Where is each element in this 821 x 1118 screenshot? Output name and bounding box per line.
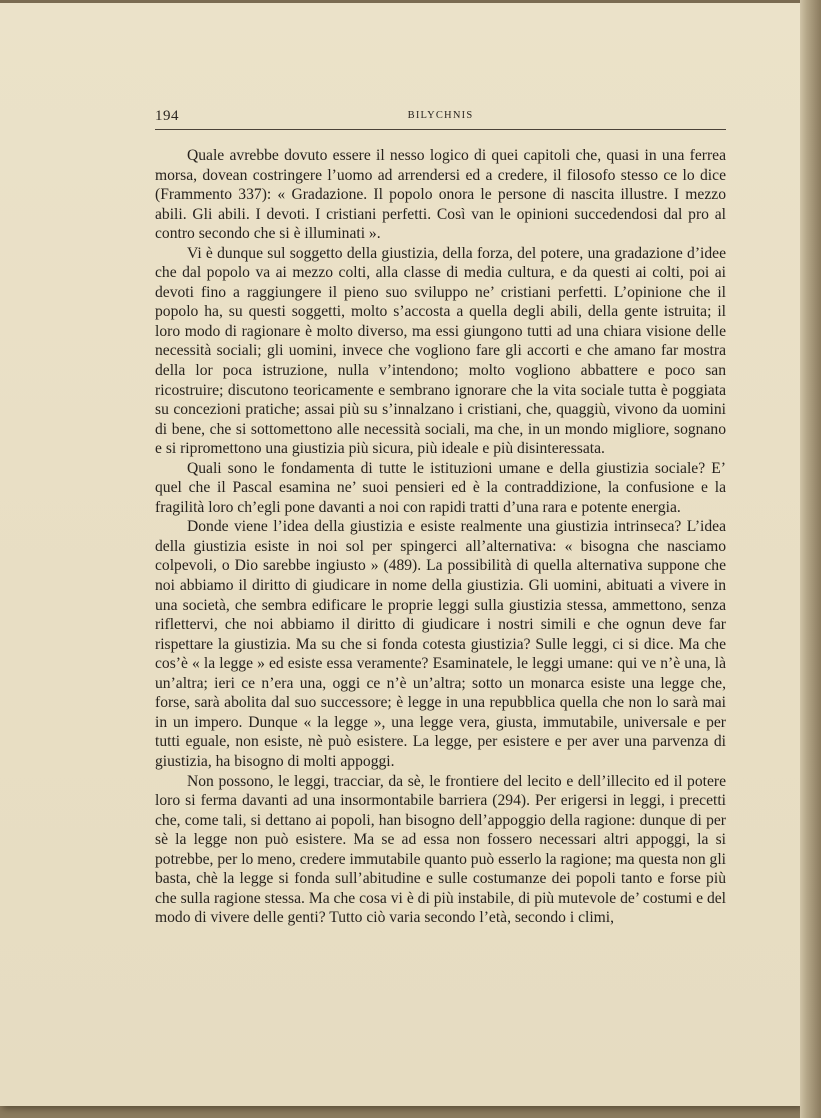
paragraph: Donde viene l’idea della giustizia e esiste realmente una giustizia intrinseca? L’idea della giustizia esiste in noi sol per spingerci all’alternativa: « bisogna che nasciamo colpevoli, o Dio sarebbe ingiusto » (489). La possibilità di quella alternativa suppone che noi abbiamo il diritto di giudicare in nome della giustizia. Gli uomini, abituati a vivere in una società, che sembra edificare le proprie leggi sulla giustizia stessa, ammettono, senza riflettervi, che noi abbiamo il diritto di giudicare i nostri simili e che ognun deve far rispettare la giustizia. Ma su che si fonda cotesta giustizia? Sulle leggi, ci si dice. Ma che cos’è « la legge » ed esiste essa veramente? Esaminatele, le leggi umane: qui ve n’è una, là un’altra; ieri ce n’era una, oggi ce n’è un’altra; sotto un monarca esiste una legge che, forse, sarà abolita dal suo successore; è legge in una repubblica quella che non lo sarà mai in un impero. Dunque « la legge », una legge vera, giusta, immutabile, universale e per tutti eguale, non esiste, nè può esistere. La legge, per esistere e per aver una parvenza di giustizia, ha bisogno di molti appoggi. [155,518,726,770]
header-rule [155,129,726,130]
paragraph: Quali sono le fondamenta di tutte le istituzioni umane e della giustizia sociale? E’ quel che il Pascal esamina ne’ suoi pensieri ed è la contraddizione, la confusione e la fragilità loro ch’egli pone davanti a noi con rapidi tratti d’una rara e potente energia. [155,459,726,516]
paragraph: Non possono, le leggi, tracciar, da sè, le frontiere del lecito e dell’illecito ed il potere loro si ferma davanti ad una insormontabile barriera (294). Per erigersi in leggi, i precetti che, come tali, si dettano ai popoli, han bisogno dell’appoggio della ragione: dunque di per sè la legge non può esistere. Ma se ad essa non fossero necessari altri appoggi, la si potrebbe, per lo meno, credere immutabile quanto può esserlo la ragione; ma questa non gli basta, chè la legge si fonda sull’abitudine e sulle costumanze dei popoli tanto e forse più che sulla ragione stessa. Ma che cosa vi è di più instabile, di più mutevole de’ costumi e del modo di vivere delle genti? Tutto ciò varia secondo l’età, secondo i climi, [155,772,726,927]
running-head [155,108,726,130]
page-edge-shadow [800,0,821,1118]
body-text [155,146,726,928]
running-title: BILYCHNIS [407,110,474,121]
paragraph: Vi è dunque sul soggetto della giustizia, della forza, del potere, una gradazione d’idee che dal popolo va ai mezzo colti, alla classe di media cultura, e da questi ai colti, poi ai devoti fino a raggiungere il pieno suo sviluppo ne’ cristiani perfetti. L’opinione che il popolo ha, su questi soggetti, molto s’accosta a quella degli abili, della gente istruita; il loro modo di ragionare è molto diverso, ma essi giungono tutti ad una chiara visione delle necessità sociali; gli uomini, invece che vogliono fare gli accorti e che amano far mostra della lor poca istruzione, nulla v’intendono; molto vogliono abbattere e poco san ricostruire; discutono teoricamente e sembrano ignorare che la vita sociale tutta è poggiata su concezioni pratiche; assai più su s’innalzano i cristiani, che, quaggiù, vivono da uomini di bene, che si sottomettono alle necessità sociali, ma che, in un mondo migliore, sognano e si ripromettono una giustizia più sicura, più ideale e più disinteressata. [155,244,726,458]
paragraph: Quale avrebbe dovuto essere il nesso logico di quei capitoli che, quasi in una ferrea morsa, dovean costringere l’uomo ad arrendersi ed a credere, il filosofo stesso ce lo dice (Frammento 337): « Gradazione. Il popolo onora le persone di nascita illustre. I mezzo abili. Gli abili. I devoti. I cristiani perfetti. Così van le opinioni succedendosi dal pro al contro secondo che si è illuminati ». [155,147,726,243]
page-top-edge [0,0,800,3]
page-number: 194 [155,108,179,124]
